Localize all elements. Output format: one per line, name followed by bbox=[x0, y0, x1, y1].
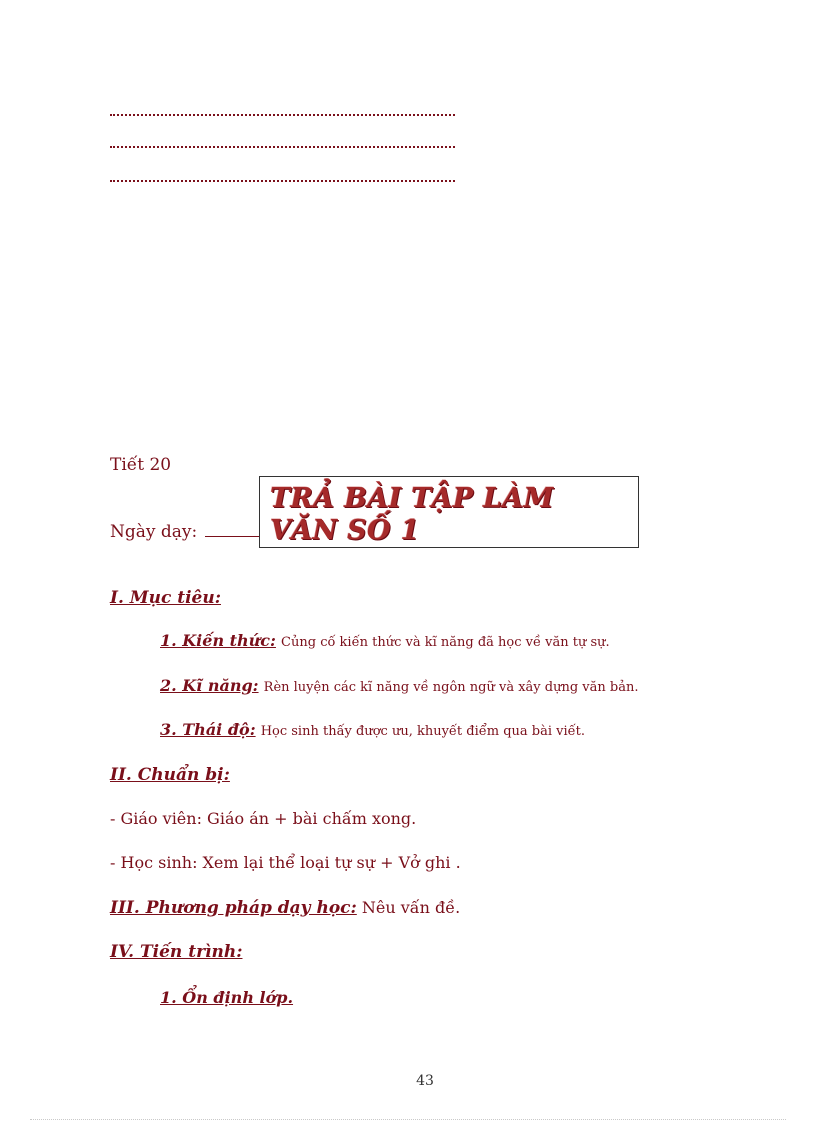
page-number: 43 bbox=[416, 1073, 434, 1089]
attitude-item bbox=[160, 720, 585, 739]
lesson-number: Tiết 20 bbox=[110, 455, 172, 475]
skills-label: 2. Kĩ năng: bbox=[160, 676, 259, 695]
dotted-line-2 bbox=[110, 146, 455, 148]
teaching-date-label: Ngày dạy: bbox=[110, 522, 198, 542]
page-bottom-border bbox=[30, 1119, 786, 1120]
knowledge-item bbox=[160, 631, 610, 650]
teaching-date-row bbox=[110, 522, 265, 542]
methods-item bbox=[110, 898, 460, 918]
knowledge-label: 1. Kiến thức: bbox=[160, 631, 276, 650]
process-heading: IV. Tiến trình: bbox=[110, 942, 243, 962]
attitude-label: 3. Thái độ: bbox=[160, 720, 256, 739]
methods-text: Nêu vấn đề. bbox=[361, 898, 461, 917]
preparation-heading: II. Chuẩn bị: bbox=[110, 765, 230, 785]
title-box bbox=[259, 476, 639, 548]
document-title: TRẢ BÀI TẬP LÀM VĂN SỐ 1 bbox=[270, 483, 554, 546]
teaching-date-blank bbox=[205, 522, 265, 537]
knowledge-text: Củng cố kiến thức và kĩ năng đã học về văn tự sự. bbox=[281, 635, 610, 650]
dotted-line-1 bbox=[110, 114, 455, 116]
objectives-heading: I. Mục tiêu: bbox=[110, 588, 221, 608]
teacher-preparation: - Giáo viên: Giáo án + bài chấm xong. bbox=[110, 809, 417, 828]
attitude-text: Học sinh thấy được ưu, khuyết điểm qua bài viết. bbox=[260, 724, 586, 739]
process-step-1: 1. Ổn định lớp. bbox=[160, 988, 294, 1007]
skills-item bbox=[160, 676, 638, 695]
skills-text: Rèn luyện các kĩ năng về ngôn ngữ và xây dựng văn bản. bbox=[263, 680, 639, 695]
student-preparation: - Học sinh: Xem lại thể loại tự sự + Vở ghi . bbox=[110, 853, 461, 872]
methods-heading: III. Phương pháp dạy học: bbox=[110, 898, 357, 918]
dotted-line-3 bbox=[110, 180, 455, 182]
